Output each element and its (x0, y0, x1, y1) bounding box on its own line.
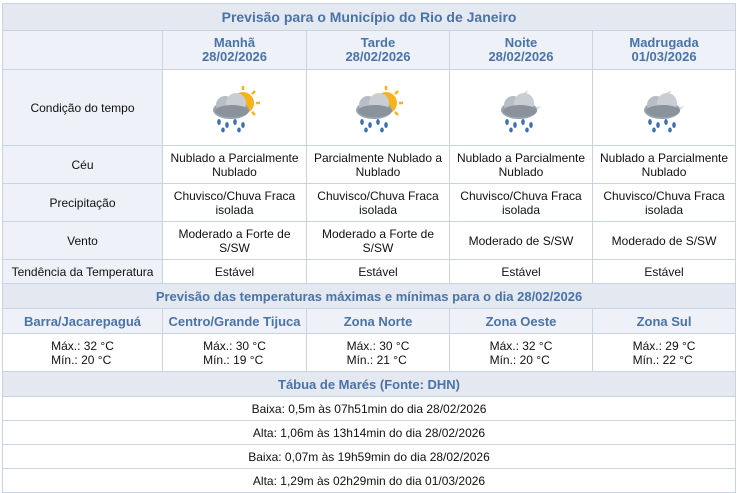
temp-max: Máx.: 32 °C (51, 338, 114, 353)
row-label-precipitacao: Precipitação (3, 184, 163, 222)
zone-temps (307, 334, 450, 372)
condition-cell (163, 70, 307, 146)
temp-min: Mín.: 20 °C (51, 352, 112, 367)
vento-cell: Moderado a Forte de S/SW (307, 222, 450, 260)
period-name: Noite (504, 35, 538, 50)
zone-header: Centro/Grande Tijuca (163, 309, 307, 334)
period-name: Manhã (213, 35, 256, 50)
period-header-noite (450, 31, 593, 70)
temp-max: Máx.: 29 °C (632, 338, 696, 353)
temp-min: Mín.: 21 °C (346, 352, 407, 367)
tide-row: Baixa: 0,07m às 19h59min do dia 28/02/2026 (3, 445, 736, 469)
ceu-cell: Nublado a Parcialmente Nublado (450, 146, 593, 184)
period-name: Tarde (360, 35, 396, 50)
tendencia-cell: Estável (593, 260, 736, 284)
vento-cell: Moderado de S/SW (450, 222, 593, 260)
condition-cell (450, 70, 593, 146)
ceu-cell: Nublado a Parcialmente Nublado (163, 146, 307, 184)
temperatures-title: Previsão das temperaturas máximas e mínimas para o dia 28/02/2026 (3, 284, 736, 309)
condition-cell (307, 70, 450, 146)
zone-temps (3, 334, 163, 372)
forecast-panel (2, 3, 735, 493)
tendencia-cell: Estável (163, 260, 307, 284)
ceu-cell: Parcialmente Nublado a Nublado (307, 146, 450, 184)
temp-max: Máx.: 30 °C (346, 338, 410, 353)
zone-header: Zona Norte (307, 309, 450, 334)
period-date: 01/03/2026 (631, 49, 697, 64)
precipitacao-cell: Chuvisco/Chuva Fraca isolada (163, 184, 307, 222)
tendencia-cell: Estável (450, 260, 593, 284)
precipitacao-cell: Chuvisco/Chuva Fraca isolada (593, 184, 736, 222)
tide-row: Baixa: 0,5m às 07h51min do dia 28/02/2026 (3, 397, 736, 421)
row-label-tendencia: Tendência da Temperatura (3, 260, 163, 284)
tides-title: Tábua de Marés (Fonte: DHN) (3, 372, 736, 397)
period-name: Madrugada (629, 35, 699, 50)
zone-temps (593, 334, 736, 372)
period-date: 28/02/2026 (488, 49, 554, 64)
precipitacao-cell: Chuvisco/Chuva Fraca isolada (450, 184, 593, 222)
temp-max: Máx.: 32 °C (489, 338, 553, 353)
period-date: 28/02/2026 (201, 49, 268, 64)
cloud-moon-rain-icon (634, 83, 694, 133)
zone-header: Zona Oeste (450, 309, 593, 334)
cloud-sun-rain-icon (348, 83, 408, 133)
temp-min: Mín.: 20 °C (489, 352, 550, 367)
zone-header: Zona Sul (593, 309, 736, 334)
condition-cell (593, 70, 736, 146)
forecast-title: Previsão para o Município do Rio de Janeiro (3, 4, 736, 31)
precipitacao-cell: Chuvisco/Chuva Fraca isolada (307, 184, 450, 222)
row-label-condicao: Condição do tempo (3, 70, 163, 146)
temp-min: Mín.: 22 °C (632, 352, 693, 367)
forecast-table (2, 3, 736, 284)
period-date: 28/02/2026 (345, 49, 411, 64)
tendencia-cell: Estável (307, 260, 450, 284)
cloud-sun-rain-icon (205, 83, 265, 133)
zone-temps (163, 334, 307, 372)
temp-max: Máx.: 30 °C (203, 338, 266, 353)
period-header-manha (163, 31, 307, 70)
tide-row: Alta: 1,06m às 13h14min do dia 28/02/2026 (3, 421, 736, 445)
zone-header: Barra/Jacarepaguá (3, 309, 163, 334)
vento-cell: Moderado de S/SW (593, 222, 736, 260)
vento-cell: Moderado a Forte de S/SW (163, 222, 307, 260)
cloud-moon-rain-icon (491, 83, 551, 133)
tide-row: Alta: 1,29m às 02h29min do dia 01/03/2026 (3, 469, 736, 493)
temp-min: Mín.: 19 °C (203, 352, 264, 367)
temperatures-table (2, 284, 736, 493)
period-header-madrugada (593, 31, 736, 70)
row-label-ceu: Céu (3, 146, 163, 184)
corner-cell (3, 31, 163, 70)
period-header-tarde (307, 31, 450, 70)
zone-temps (450, 334, 593, 372)
ceu-cell: Nublado a Parcialmente Nublado (593, 146, 736, 184)
row-label-vento: Vento (3, 222, 163, 260)
